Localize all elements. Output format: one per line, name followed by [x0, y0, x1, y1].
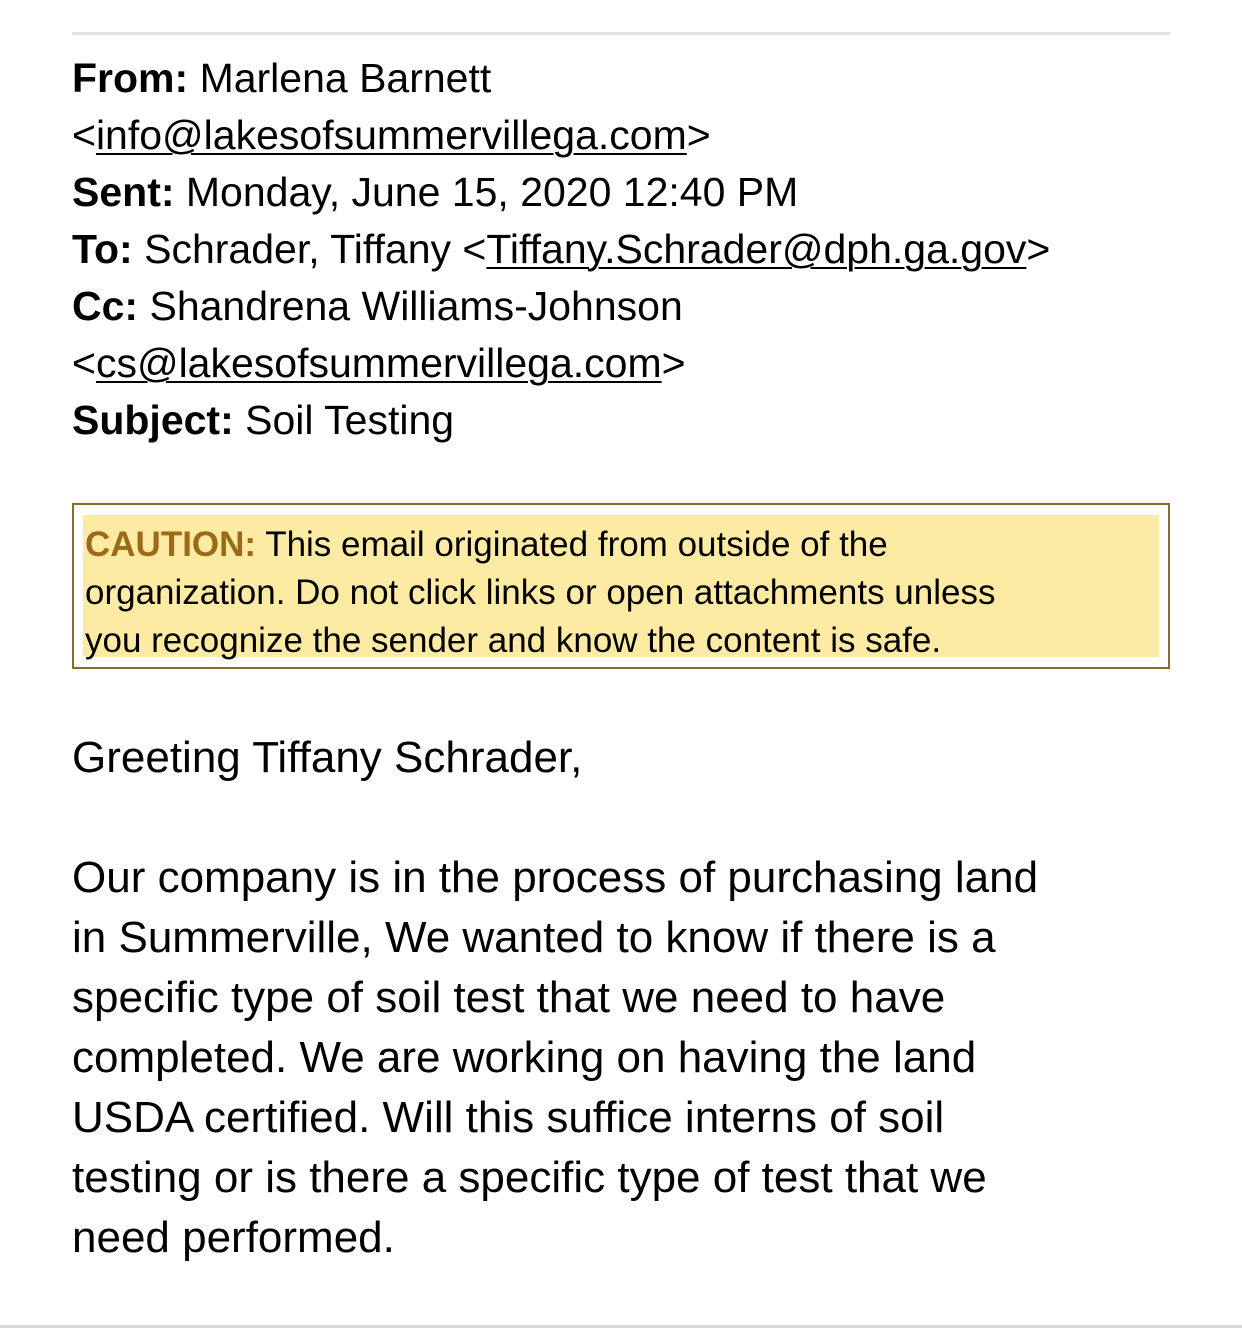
caution-line-3: you recognize the sender and know the content is safe. — [85, 621, 942, 660]
body-line: Our company is in the process of purchasing land — [72, 853, 1039, 902]
cc-email-line: <cs@lakesofsummervillega.com> — [72, 340, 686, 386]
cc-label: Cc: — [72, 283, 139, 329]
subject-label: Subject: — [72, 397, 234, 443]
to-label: To: — [72, 226, 133, 272]
body-line: testing or is there a specific type of test that we — [72, 1153, 987, 1202]
subject-line — [72, 392, 1170, 449]
subject-value: Soil Testing — [245, 397, 455, 443]
body-line: completed. We are working on having the land — [72, 1033, 977, 1082]
sent-label: Sent: — [72, 169, 175, 215]
email-header — [72, 50, 1170, 449]
to-name: Schrader, Tiffany — [144, 226, 452, 272]
body-line: USDA certified. Will this suffice interns of soil — [72, 1093, 945, 1142]
from-line — [72, 50, 1170, 107]
from-email-link[interactable]: info@lakesofsummervillega.com — [95, 112, 687, 158]
to-email-link[interactable]: Tiffany.Schrader@dph.ga.gov — [486, 226, 1027, 272]
caution-text-1: This email originated from outside of the — [265, 525, 888, 564]
sent-value: Monday, June 15, 2020 12:40 PM — [185, 169, 799, 215]
cc-email-link[interactable]: cs@lakesofsummervillega.com — [95, 340, 662, 386]
cc-line — [72, 278, 1170, 335]
body-line: need performed. — [72, 1213, 395, 1262]
caution-banner — [72, 503, 1170, 669]
top-divider — [72, 32, 1170, 35]
caution-banner-body — [83, 515, 1159, 660]
message-body — [72, 848, 1170, 1268]
from-label: From: — [72, 55, 189, 101]
sent-line — [72, 164, 1170, 221]
body-line: specific type of soil test that we need to have — [72, 973, 946, 1022]
greeting-text: Greeting Tiffany Schrader, — [72, 733, 583, 782]
cc-name: Shandrena Williams-Johnson — [149, 283, 683, 329]
from-name: Marlena Barnett — [199, 55, 492, 101]
from-email-line: <info@lakesofsummervillega.com> — [72, 112, 711, 158]
caution-line-2: organization. Do not click links or open attachments unless — [85, 573, 996, 612]
caution-line-1 — [85, 521, 1157, 569]
to-line: To: Schrader, Tiffany <Tiffany.Schrader@dph.ga.gov> — [72, 226, 1051, 272]
caution-label: CAUTION: — [85, 525, 257, 564]
body-line: in Summerville, We wanted to know if there is a — [72, 913, 996, 962]
